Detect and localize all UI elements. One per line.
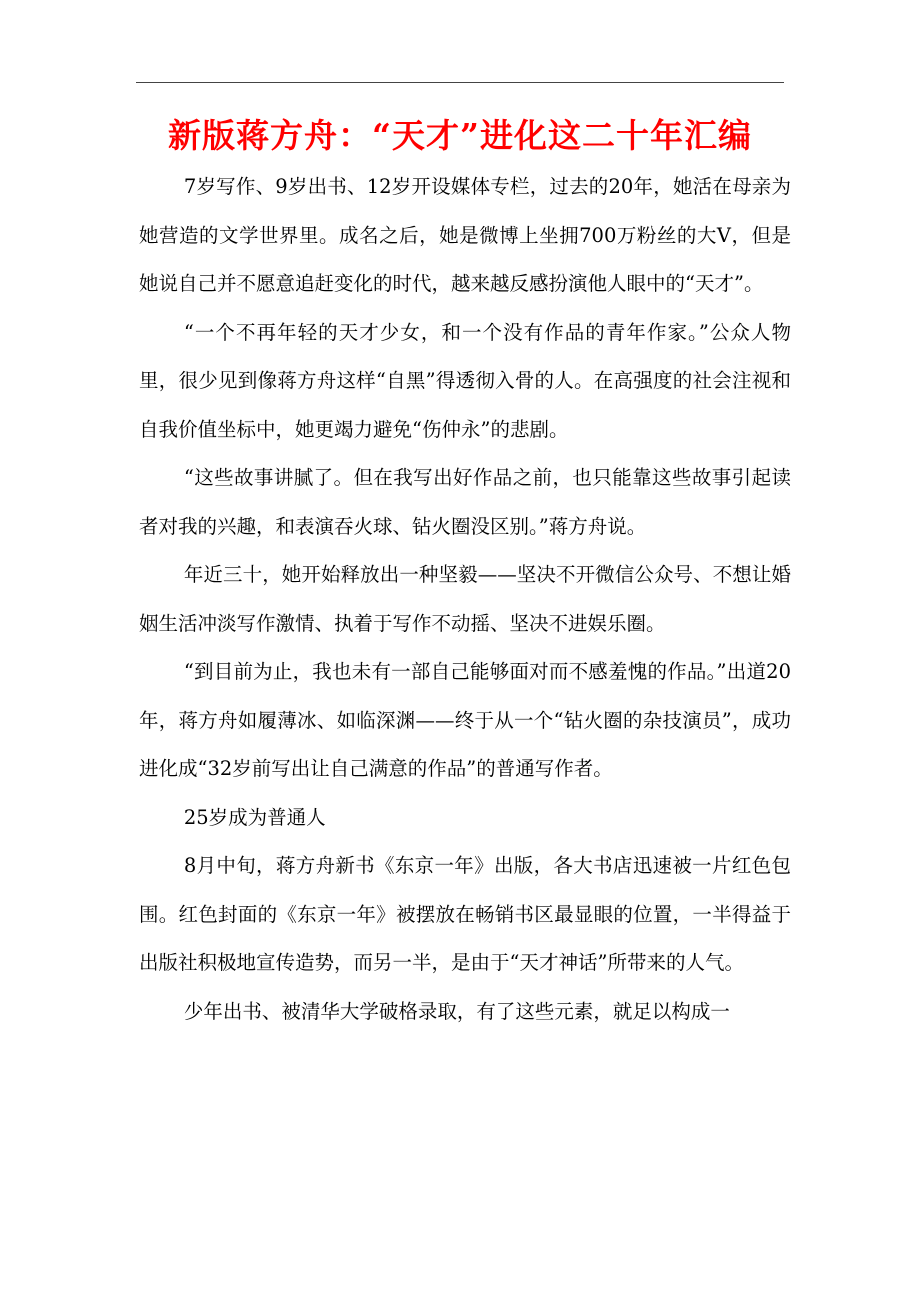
paragraph-4: 年近三十，她开始释放出一种坚毅——坚决不开微信公众号、不想让婚姻生活冲淡写作激情、执着于写作不动摇、坚决不进娱乐圈。 [139,563,791,635]
paragraph-6: 8月中旬，蒋方舟新书《东京一年》出版，各大书店迅速被一片红色包围。红色封面的《东京一年》被摆放在畅销书区最显眼的位置，一半得益于出版社积极地宣传造势，而另一半，是由于“天才神话”所带来的人气。 [139,854,791,974]
header-rule [136,82,784,83]
article-title: 新版蒋方舟：“天才”进化这二十年汇编 [168,116,752,155]
article-body [139,163,791,1036]
paragraph-5: “到目前为止，我也未有一部自己能够面对而不感羞愧的作品。”出道20年，蒋方舟如履薄冰、如临深渊——终于从一个“钻火圈的杂技演员”，成功进化成“32岁前写出让自己满意的作品”的普通写作者。 [139,660,791,780]
paragraph-7: 少年出书、被清华大学破格录取，有了这些元素，就足以构成一 [183,999,730,1023]
paragraph-3: “这些故事讲腻了。但在我写出好作品之前，也只能靠这些故事引起读者对我的兴趣，和表演吞火球、钻火圈没区别。”蒋方舟说。 [139,466,791,538]
paragraph-1: 7岁写作、9岁出书、12岁开设媒体专栏，过去的20年，她活在母亲为她营造的文学世界里。成名之后，她是微博上坐拥700万粉丝的大V，但是她说自己并不愿意追赶变化的时代，越来越反感扮演他人眼中的“天才”。 [139,175,791,295]
paragraph-2: “一个不再年轻的天才少女，和一个没有作品的青年作家。”公众人物里，很少见到像蒋方舟这样“自黑”得透彻入骨的人。在高强度的社会注视和自我价值坐标中，她更竭力避免“伤仲永”的悲剧。 [139,320,791,441]
section-heading: 25岁成为普通人 [183,805,326,829]
